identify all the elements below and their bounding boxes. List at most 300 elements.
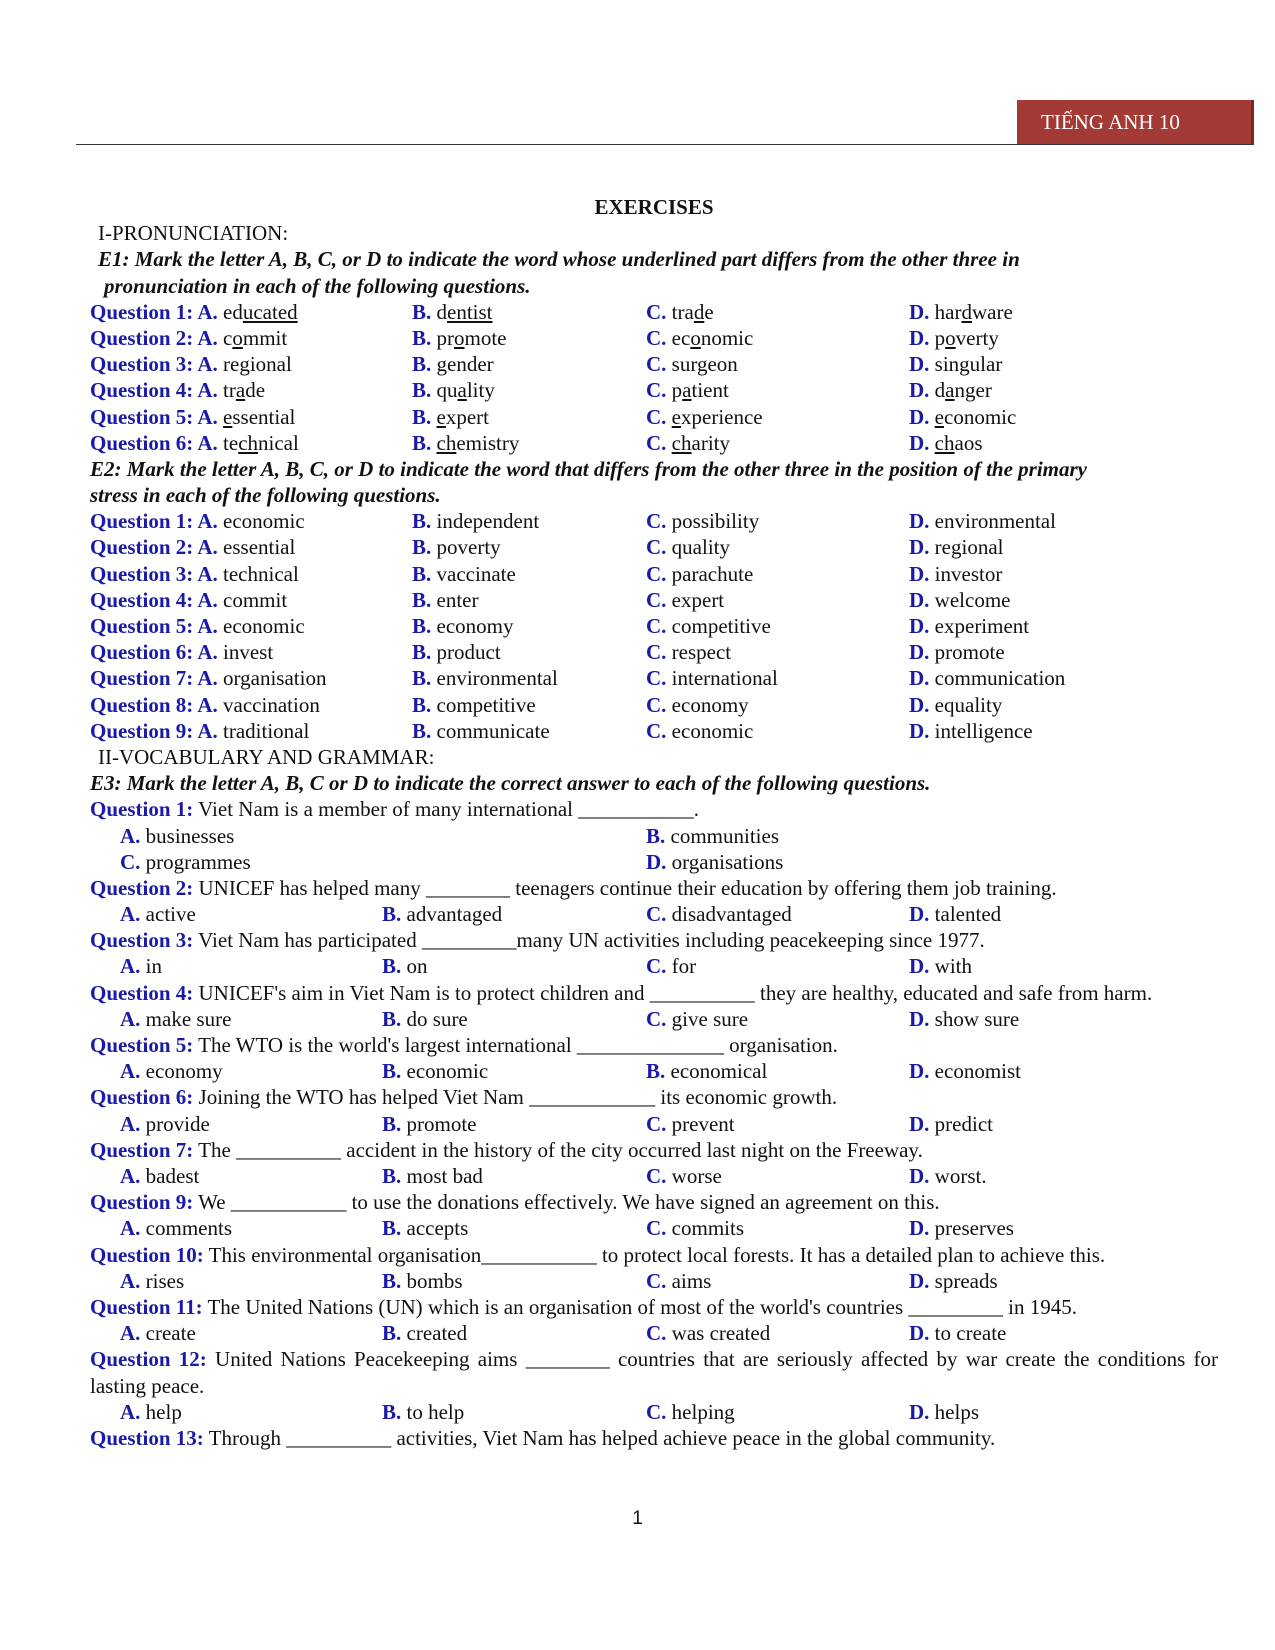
option-letter: A.	[120, 1164, 146, 1189]
option-d	[909, 377, 992, 403]
question-text: UNICEF's aim in Viet Nam is to protect children and __________ they are healthy, educated and safe from harm.	[193, 980, 1153, 1005]
option-a	[90, 430, 299, 456]
option-letter: B.	[412, 378, 437, 403]
option-letter: D.	[909, 640, 935, 665]
option-word: essential	[223, 404, 296, 429]
option-d	[909, 299, 1013, 325]
question-row	[90, 508, 1218, 534]
underlined-part: d	[693, 299, 705, 324]
option-a	[120, 953, 162, 979]
option-word: commit	[223, 587, 288, 612]
option-d	[909, 901, 1001, 927]
answer-row	[90, 1111, 1218, 1137]
option-letter: A.	[197, 718, 224, 743]
option-word: businesses	[145, 823, 235, 848]
answer-row	[90, 1058, 1218, 1084]
option-d	[909, 508, 1056, 534]
answer-row	[90, 823, 1218, 849]
subject-badge: TIẾNG ANH 10	[1017, 100, 1254, 144]
underlined-part: a	[945, 378, 955, 403]
answer-row	[90, 953, 1218, 979]
option-word: experience	[671, 404, 763, 429]
option-word: economic	[223, 509, 305, 534]
option-b	[382, 1006, 468, 1032]
option-word: surgeon	[671, 352, 738, 377]
option-letter: D.	[909, 325, 935, 350]
option-letter: B.	[412, 692, 437, 717]
option-b	[382, 1163, 483, 1189]
option-letter: A.	[197, 535, 224, 560]
e2-instruction-cont: stress in each of the following questions.	[90, 483, 441, 508]
question-stem	[90, 1032, 1218, 1058]
option-d	[909, 404, 1016, 430]
option-word: singular	[934, 352, 1003, 377]
option-letter: B.	[412, 299, 437, 324]
option-letter: B.	[412, 561, 437, 586]
option-c	[646, 587, 724, 613]
option-letter: C.	[646, 587, 672, 612]
option-letter: D.	[646, 849, 672, 874]
underlined-part: ch	[671, 430, 692, 455]
question-label: Question 9:	[90, 718, 198, 743]
question-label: Question 5:	[90, 614, 198, 638]
underlined-part: o	[454, 325, 465, 350]
option-d	[909, 587, 1010, 613]
underlined-part: e	[934, 404, 944, 429]
option-letter: D.	[909, 299, 935, 324]
option-letter: C.	[646, 718, 672, 743]
header-divider	[76, 144, 1254, 145]
option-d	[909, 351, 1002, 377]
option-word: gender	[436, 352, 494, 377]
option-d	[909, 1111, 993, 1137]
option-letter: B.	[412, 587, 437, 612]
option-letter: D.	[909, 1268, 935, 1293]
option-letter: D.	[909, 378, 935, 403]
option-word: worse	[671, 1164, 722, 1189]
option-letter: B.	[382, 902, 407, 927]
option-c	[646, 377, 729, 403]
question-stem	[90, 1084, 1218, 1110]
question-stem	[90, 1294, 1218, 1320]
question-row	[90, 613, 1218, 639]
option-letter: B.	[412, 352, 437, 377]
option-a	[90, 508, 305, 534]
question-label: Question 3:	[90, 352, 198, 377]
e1-instruction: E1: Mark the letter A, B, C, or D to indicate the word whose underlined part differs from the other three in	[98, 247, 1020, 272]
option-word: regional	[934, 535, 1004, 560]
option-letter: C.	[646, 561, 672, 586]
option-c	[646, 404, 763, 430]
question-row	[90, 299, 1218, 325]
option-word: to help	[406, 1399, 465, 1424]
option-c	[646, 1320, 770, 1346]
option-letter: B.	[382, 1399, 407, 1424]
question-text: United Nations Peacekeeping aims ________ countries that are seriously affected by war create the conditions for lasting peace.	[90, 1347, 1218, 1398]
option-word: promote	[934, 640, 1005, 665]
question-stem	[90, 1137, 1218, 1163]
option-word: worst.	[934, 1164, 987, 1189]
option-b	[412, 404, 489, 430]
e2-instruction: E2: Mark the letter A, B, C, or D to indicate the word that differs from the other three in the position of the primary	[90, 456, 1087, 481]
option-b	[382, 1399, 464, 1425]
question-label: Question 4:	[90, 587, 198, 612]
option-word: advantaged	[406, 902, 503, 927]
option-a	[90, 561, 299, 587]
option-letter: B.	[646, 1059, 671, 1084]
answer-row	[90, 1320, 1218, 1346]
option-d	[909, 534, 1003, 560]
question-label: Question 1:	[90, 509, 198, 534]
underlined-part: o	[690, 325, 701, 350]
option-word: communicate	[436, 718, 550, 743]
option-a	[90, 665, 326, 691]
option-b	[412, 534, 501, 560]
e3-question-list	[90, 796, 1218, 1451]
option-b	[412, 430, 519, 456]
question-stem	[90, 1346, 1218, 1398]
question-label: Question 9:	[90, 1190, 194, 1215]
option-d	[646, 849, 783, 875]
question-text: Through __________ activities, Viet Nam has helped achieve peace in the global community.	[203, 1426, 996, 1450]
option-b	[412, 665, 558, 691]
option-word: provide	[145, 1111, 210, 1136]
option-letter: D.	[909, 718, 935, 743]
question-row	[90, 665, 1218, 691]
option-word: traditional	[223, 718, 310, 743]
option-word: charity	[671, 430, 730, 455]
option-word: promote	[406, 1111, 477, 1136]
option-word: technical	[223, 561, 299, 586]
question-row	[90, 377, 1218, 403]
option-a	[120, 1268, 184, 1294]
option-c	[646, 534, 730, 560]
option-d	[909, 692, 1002, 718]
option-word: patient	[671, 378, 729, 403]
option-word: enter	[436, 587, 479, 612]
question-text: The __________ accident in the history of the city occurred last night on the Freeway.	[193, 1137, 923, 1162]
option-c	[646, 665, 778, 691]
option-word: poverty	[436, 535, 501, 560]
underlined-part: a	[682, 378, 692, 403]
question-text: The United Nations (UN) which is an organisation of most of the world's countries _________ in 1945.	[202, 1295, 1078, 1320]
option-word: predict	[934, 1111, 993, 1136]
option-letter: A.	[197, 404, 224, 429]
option-word: economist	[934, 1059, 1021, 1084]
option-c	[646, 1163, 722, 1189]
option-a	[90, 404, 295, 430]
option-word: intelligence	[934, 718, 1033, 743]
option-b	[412, 508, 539, 534]
option-a	[120, 1111, 210, 1137]
option-letter: C.	[646, 692, 672, 717]
underlined-part: entist	[447, 299, 493, 324]
option-letter: A.	[197, 352, 224, 377]
option-letter: B.	[412, 509, 437, 534]
option-word: vaccination	[223, 692, 320, 717]
option-word: badest	[145, 1164, 200, 1189]
option-word: programmes	[145, 849, 251, 874]
option-word: aims	[671, 1268, 712, 1293]
underlined-part: o	[945, 325, 956, 350]
question-text: Joining the WTO has helped Viet Nam ____________ its economic growth.	[193, 1085, 838, 1110]
option-word: experiment	[934, 614, 1030, 638]
question-label: Question 6:	[90, 1085, 194, 1110]
option-b	[412, 377, 495, 403]
option-word: essential	[223, 535, 296, 560]
question-label: Question 3:	[90, 928, 194, 953]
section-vocabulary-heading: II-VOCABULARY AND GRAMMAR:	[98, 744, 435, 769]
option-letter: A.	[197, 299, 224, 324]
option-word: hardware	[934, 299, 1013, 324]
option-a	[90, 639, 273, 665]
question-text: This environmental organisation___________ to protect local forests. It has a detailed plan to achieve this.	[203, 1242, 1106, 1267]
e3-instruction: E3: Mark the letter A, B, C or D to indicate the correct answer to each of the following questions.	[90, 771, 931, 796]
option-letter: C.	[646, 954, 672, 979]
option-letter: C.	[646, 614, 672, 638]
option-c	[646, 1215, 744, 1241]
underlined-part: ucated	[242, 299, 298, 324]
option-word: welcome	[934, 587, 1011, 612]
option-letter: B.	[412, 404, 437, 429]
option-a	[120, 823, 234, 849]
option-letter: B.	[412, 535, 437, 560]
option-word: technical	[223, 430, 299, 455]
option-word: product	[436, 640, 501, 665]
option-letter: C.	[646, 352, 672, 377]
option-word: created	[406, 1321, 468, 1346]
option-c	[646, 1058, 767, 1084]
section-pronunciation-heading: I-PRONUNCIATION:	[98, 221, 289, 246]
option-letter: C.	[646, 1399, 672, 1424]
option-word: rises	[145, 1268, 185, 1293]
option-c	[646, 351, 738, 377]
option-letter: A.	[120, 1059, 146, 1084]
answer-row	[90, 1399, 1218, 1425]
option-word: create	[145, 1321, 196, 1346]
option-letter: D.	[909, 902, 935, 927]
option-d	[909, 953, 972, 979]
option-letter: B.	[382, 1059, 407, 1084]
option-letter: B.	[382, 1006, 407, 1031]
question-label: Question 6:	[90, 430, 198, 455]
answer-row	[90, 1006, 1218, 1032]
question-row	[90, 718, 1218, 744]
option-b	[382, 1215, 468, 1241]
option-d	[909, 561, 1002, 587]
option-b	[412, 561, 516, 587]
option-a	[90, 613, 305, 639]
option-letter: A.	[197, 509, 224, 534]
option-letter: A.	[120, 1111, 146, 1136]
option-a	[120, 1006, 231, 1032]
question-row	[90, 404, 1218, 430]
question-stem	[90, 796, 1218, 822]
question-label: Question 10:	[90, 1242, 204, 1267]
question-text: The WTO is the world's largest international ______________ organisation.	[193, 1033, 838, 1058]
e1-instruction-cont: pronunciation in each of the following questions.	[104, 273, 531, 298]
option-c	[646, 953, 696, 979]
option-d	[909, 665, 1065, 691]
option-letter: A.	[197, 587, 224, 612]
option-word: show sure	[934, 1006, 1020, 1031]
option-letter: A.	[120, 1321, 146, 1346]
e2-question-list	[90, 508, 1218, 744]
option-word: economy	[671, 692, 749, 717]
question-label: Question 12:	[90, 1347, 207, 1372]
option-letter: B.	[382, 1164, 407, 1189]
option-letter: D.	[909, 1399, 935, 1424]
option-word: equality	[934, 692, 1003, 717]
option-letter: B.	[382, 1268, 407, 1293]
option-c	[120, 849, 251, 875]
option-word: talented	[934, 902, 1002, 927]
question-label: Question 2:	[90, 325, 198, 350]
option-letter: A.	[197, 614, 224, 638]
option-letter: B.	[412, 430, 437, 455]
e1-question-list	[90, 299, 1218, 456]
option-letter: B.	[412, 666, 437, 691]
option-word: preserves	[934, 1216, 1014, 1241]
option-word: economic	[934, 404, 1017, 429]
question-label: Question 1:	[90, 299, 198, 324]
option-letter: A.	[120, 954, 146, 979]
underlined-part: o	[232, 325, 243, 350]
option-word: expert	[671, 587, 725, 612]
option-letter: D.	[909, 404, 935, 429]
worksheet	[90, 194, 1218, 1451]
option-letter: D.	[909, 1321, 935, 1346]
option-letter: D.	[909, 587, 935, 612]
option-letter: A.	[197, 640, 224, 665]
option-letter: C.	[646, 404, 672, 429]
option-a	[120, 1215, 232, 1241]
option-c	[646, 430, 730, 456]
option-d	[909, 1006, 1019, 1032]
option-word: quality	[436, 378, 495, 403]
option-letter: A.	[197, 692, 224, 717]
option-word: independent	[436, 509, 540, 534]
option-word: chemistry	[436, 430, 520, 455]
option-c	[646, 639, 731, 665]
option-a	[90, 377, 265, 403]
option-letter: D.	[909, 509, 935, 534]
option-a	[120, 901, 196, 927]
option-c	[646, 1399, 735, 1425]
option-b	[382, 953, 428, 979]
option-a	[90, 351, 292, 377]
option-letter: A.	[197, 430, 224, 455]
option-word: economic	[671, 325, 754, 350]
option-word: competitive	[436, 692, 536, 717]
option-letter: C.	[646, 1111, 672, 1136]
option-letter: B.	[412, 718, 437, 743]
option-word: on	[406, 954, 428, 979]
option-word: danger	[934, 378, 992, 403]
option-letter: A.	[197, 378, 224, 403]
question-label: Question 2:	[90, 875, 194, 900]
option-word: disadvantaged	[671, 902, 792, 927]
option-word: quality	[671, 535, 730, 560]
option-a	[120, 1320, 196, 1346]
question-row	[90, 351, 1218, 377]
option-word: give sure	[671, 1006, 749, 1031]
question-stem	[90, 875, 1218, 901]
option-c	[646, 299, 714, 325]
option-letter: A.	[120, 1268, 146, 1293]
option-word: economical	[670, 1059, 768, 1084]
option-letter: D.	[909, 666, 935, 691]
option-word: with	[934, 954, 973, 979]
option-letter: A.	[120, 823, 146, 848]
option-d	[909, 1399, 979, 1425]
option-a	[90, 325, 287, 351]
option-c	[646, 692, 749, 718]
option-word: helping	[671, 1399, 735, 1424]
option-word: competitive	[671, 614, 771, 638]
option-letter: A.	[120, 1006, 146, 1031]
option-b	[382, 901, 502, 927]
option-d	[909, 430, 983, 456]
question-text: Viet Nam is a member of many international ___________.	[193, 797, 700, 822]
option-letter: C.	[646, 378, 672, 403]
option-b	[382, 1111, 477, 1137]
option-c	[646, 718, 753, 744]
question-label: Question 4:	[90, 980, 194, 1005]
option-letter: A.	[120, 1399, 146, 1424]
option-a	[90, 692, 320, 718]
option-c	[646, 325, 753, 351]
option-letter: A.	[197, 325, 224, 350]
underlined-part: ch	[238, 430, 259, 455]
option-b	[412, 587, 479, 613]
option-letter: C.	[646, 299, 672, 324]
option-word: respect	[671, 640, 732, 665]
option-word: possibility	[671, 509, 760, 534]
question-label: Question 8:	[90, 692, 198, 717]
question-row	[90, 639, 1218, 665]
option-c	[646, 1268, 711, 1294]
option-letter: D.	[909, 614, 935, 638]
option-b	[412, 613, 514, 639]
option-d	[909, 325, 999, 351]
option-word: most bad	[406, 1164, 483, 1189]
option-a	[120, 1058, 223, 1084]
option-letter: C.	[646, 1164, 672, 1189]
option-b	[382, 1268, 463, 1294]
option-letter: C.	[646, 325, 672, 350]
option-d	[909, 1320, 1006, 1346]
option-a	[90, 534, 295, 560]
option-word: economic	[406, 1059, 489, 1084]
question-row	[90, 561, 1218, 587]
option-letter: B.	[382, 1111, 407, 1136]
option-letter: C.	[646, 902, 672, 927]
underlined-part: e	[671, 404, 681, 429]
question-stem	[90, 927, 1218, 953]
option-word: commit	[223, 325, 288, 350]
option-letter: D.	[909, 1111, 935, 1136]
option-letter: D.	[909, 535, 935, 560]
option-word: to create	[934, 1321, 1007, 1346]
option-letter: B.	[412, 640, 437, 665]
question-label: Question 5:	[90, 1033, 194, 1058]
answer-row	[90, 1215, 1218, 1241]
option-letter: C.	[646, 666, 672, 691]
option-word: poverty	[934, 325, 999, 350]
option-letter: D.	[909, 692, 935, 717]
option-letter: A.	[197, 666, 224, 691]
